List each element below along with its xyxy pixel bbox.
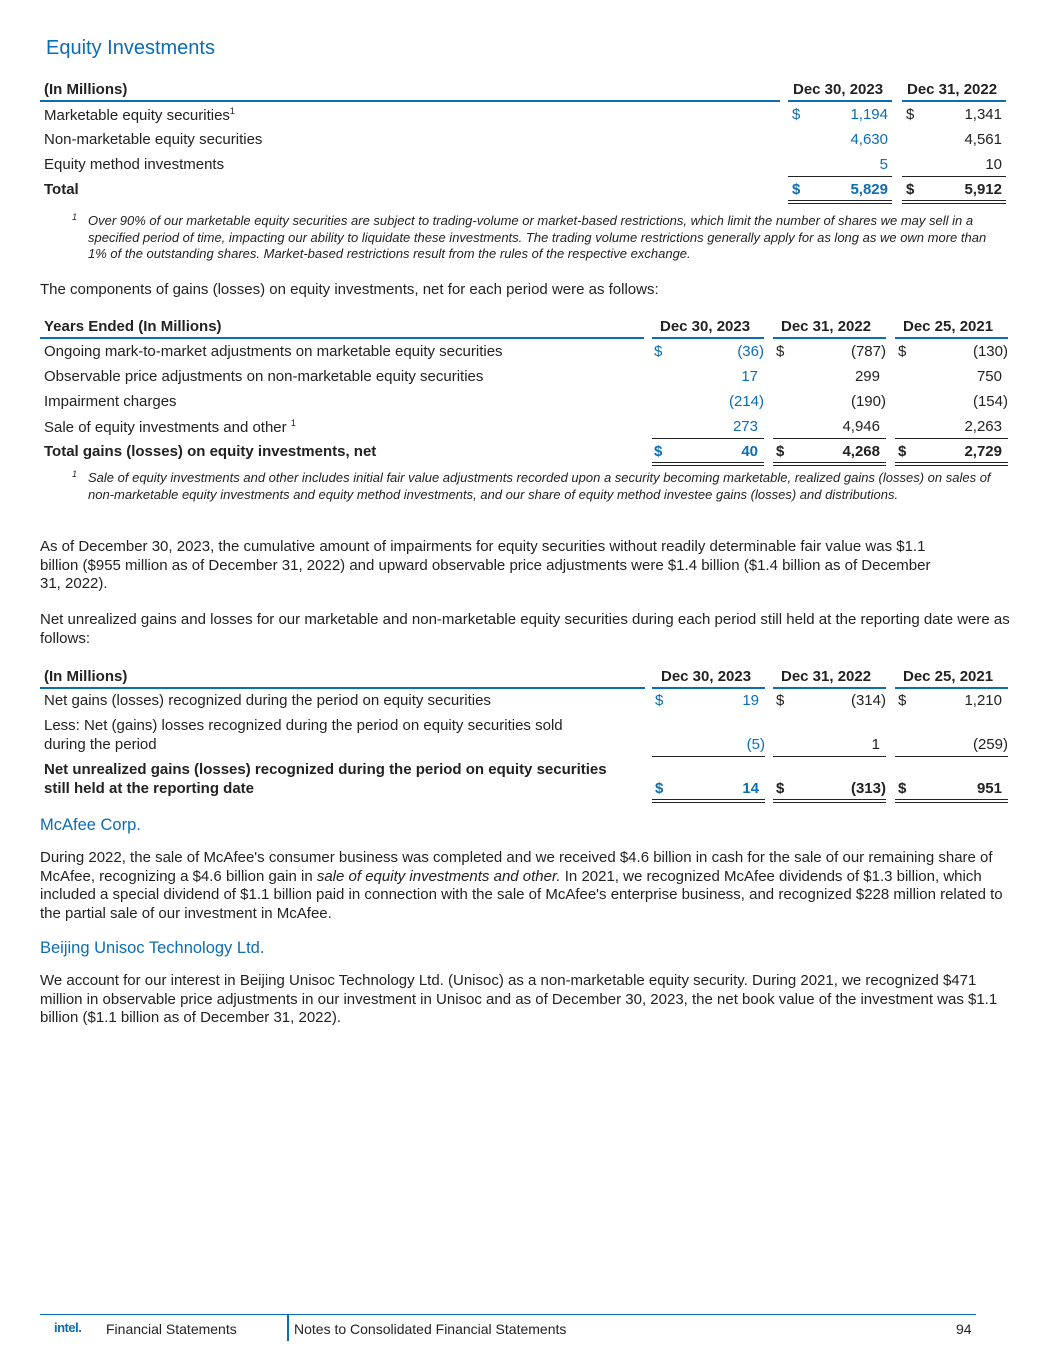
dollar-sign: $ bbox=[906, 106, 915, 123]
mcafee-paragraph: During 2022, the sale of McAfee's consumer business was completed and we received $4.6 billion in cash for the sale of our remaining share of McAfee, recognizing a $4.6 billion gain in sale of equity investments and other. In 2021, we recognized McAfee dividends of $1.3 billion, which included a special dividend of $1.1 billion paid in connection with the sale of McAfee's enterprise business, and recognized $228 million related to the partial sale of our investment in McAfee. bbox=[40, 849, 1003, 922]
cell-value: (259) bbox=[972, 736, 1008, 753]
total-value: (313) bbox=[850, 780, 886, 797]
row-label: Sale of equity investments and other bbox=[44, 419, 287, 436]
total-value: 2,729 bbox=[964, 443, 1002, 460]
dollar-sign: $ bbox=[776, 443, 785, 460]
table2-header-col3: Dec 25, 2021 bbox=[903, 318, 994, 335]
cell-value: 17 bbox=[741, 368, 758, 385]
total-value: 14 bbox=[742, 780, 759, 797]
cell-value: 1 bbox=[871, 736, 880, 753]
page-number: 94 bbox=[956, 1321, 972, 1337]
total-row-label: Net unrealized gains (losses) recognized during the period on equity securities bbox=[44, 761, 607, 778]
cell-value: 1,194 bbox=[850, 106, 888, 123]
table-row: Ongoing mark-to-market adjustments on marketable equity securities bbox=[44, 343, 503, 360]
dollar-sign: $ bbox=[898, 692, 907, 709]
cell-value: (36) bbox=[737, 343, 764, 360]
table2-header-col1: Dec 30, 2023 bbox=[660, 318, 751, 335]
table-row: Net gains (losses) recognized during the period on equity securities bbox=[44, 692, 491, 709]
table1-header-label: (In Millions) bbox=[44, 81, 128, 98]
cell-value: 750 bbox=[976, 368, 1002, 385]
cell-value: (154) bbox=[972, 393, 1008, 410]
total-value: 4,268 bbox=[842, 443, 880, 460]
cell-value: 4,946 bbox=[842, 418, 880, 435]
cell-value: 4,630 bbox=[850, 131, 888, 148]
table2-footnote: Sale of equity investments and other includes initial fair value adjustments recorded upon a security becoming marketable, realized gains (losses) on sales of non-marketable equity investments and equity method investments, and our share of equity method investee gains (losses) and distributions. bbox=[88, 470, 991, 502]
dollar-sign: $ bbox=[792, 181, 801, 198]
cell-value: (787) bbox=[850, 343, 886, 360]
cell-value: (314) bbox=[850, 692, 886, 709]
table1-footnote: Over 90% of our marketable equity securities are subject to trading-volume or market-based restrictions, which limit the number of shares we may sell in a specified period of time, impacting our ability to liquidate these investments. The trading volume restrictions generally apply for as long as we own more than 1% of the outstanding shares. Market-based restrictions result from the rules of the respective exchange. bbox=[88, 213, 987, 261]
table-row bbox=[44, 418, 296, 436]
cell-value: 1,341 bbox=[964, 106, 1002, 123]
dollar-sign: $ bbox=[776, 780, 785, 797]
footnote-marker: 1 bbox=[229, 106, 235, 116]
cell-value: 273 bbox=[732, 418, 758, 435]
dollar-sign: $ bbox=[655, 780, 664, 797]
table3-header-col2: Dec 31, 2022 bbox=[781, 668, 872, 685]
total-value: 951 bbox=[976, 780, 1002, 797]
total-row-label: Total gains (losses) on equity investments, net bbox=[44, 443, 377, 460]
dollar-sign: $ bbox=[898, 343, 907, 360]
cell-value: 2,263 bbox=[964, 418, 1002, 435]
intro-paragraph-2: The components of gains (losses) on equity investments, net for each period were as follows: bbox=[40, 281, 659, 298]
cell-value: 1,210 bbox=[964, 692, 1002, 709]
footer-section-link[interactable]: Financial Statements bbox=[106, 1321, 237, 1337]
dollar-sign: $ bbox=[654, 443, 663, 460]
dollar-sign: $ bbox=[655, 692, 664, 709]
dollar-sign: $ bbox=[792, 106, 801, 123]
footnote-number: 1 bbox=[72, 469, 78, 479]
total-row-label: Total bbox=[44, 181, 79, 198]
cell-value: 299 bbox=[854, 368, 880, 385]
table1-header-col2: Dec 31, 2022 bbox=[907, 81, 998, 98]
dollar-sign: $ bbox=[898, 443, 907, 460]
dollar-sign: $ bbox=[654, 343, 663, 360]
cell-value: (214) bbox=[728, 393, 764, 410]
intel-logo: intel. bbox=[54, 1320, 82, 1335]
unisoc-paragraph: We account for our interest in Beijing Unisoc Technology Ltd. (Unisoc) as a non-marketable equity security. During 2021, we recognized $471 million in observable price adjustments in our investment in Unisoc and as of December 30, 2023, the net book value of the investment was $1.1 billion ($1.1 billion as of December 31, 2022). bbox=[40, 972, 998, 1026]
dollar-sign: $ bbox=[776, 692, 785, 709]
unisoc-heading: Beijing Unisoc Technology Ltd. bbox=[40, 939, 265, 957]
table2-header-label: Years Ended (In Millions) bbox=[44, 318, 222, 335]
table-row: Non-marketable equity securities bbox=[44, 131, 263, 148]
cell-value: 4,561 bbox=[964, 131, 1002, 148]
cell-value: 5 bbox=[879, 156, 888, 173]
section-title: Equity Investments bbox=[46, 37, 215, 59]
cell-value: 19 bbox=[742, 692, 759, 709]
table-row-continued: during the period bbox=[44, 736, 157, 753]
dollar-sign: $ bbox=[776, 343, 785, 360]
cell-value: (5) bbox=[746, 736, 765, 753]
dollar-sign: $ bbox=[898, 780, 907, 797]
cell-value: (190) bbox=[850, 393, 886, 410]
table-row: Observable price adjustments on non-marketable equity securities bbox=[44, 368, 484, 385]
cell-value: 10 bbox=[985, 156, 1002, 173]
table2-header-col2: Dec 31, 2022 bbox=[781, 318, 872, 335]
total-value: 40 bbox=[741, 443, 758, 460]
table1-header-col1: Dec 30, 2023 bbox=[793, 81, 884, 98]
table-row: Impairment charges bbox=[44, 393, 177, 410]
footnote-number: 1 bbox=[72, 212, 78, 222]
table-row: Equity method investments bbox=[44, 156, 225, 173]
total-value: 5,829 bbox=[850, 181, 888, 198]
dollar-sign: $ bbox=[906, 181, 915, 198]
mcafee-heading: McAfee Corp. bbox=[40, 816, 141, 834]
total-row-label-continued: still held at the reporting date bbox=[44, 780, 255, 797]
cell-value: (130) bbox=[972, 343, 1008, 360]
table-row bbox=[44, 106, 235, 124]
table3-header-col3: Dec 25, 2021 bbox=[903, 668, 994, 685]
footnote-marker: 1 bbox=[290, 418, 296, 428]
impairments-paragraph: As of December 30, 2023, the cumulative amount of impairments for equity securities without readily determinable fair value was $1.1 billion ($955 million as of December 31, 2022) and upward observable price adjustments were $1.4 billion ($1.4 billion as of December 31, 2022). bbox=[40, 538, 931, 592]
table3-header-col1: Dec 30, 2023 bbox=[661, 668, 752, 685]
table-row: Less: Net (gains) losses recognized during the period on equity securities sold bbox=[44, 717, 563, 734]
footer-subsection-link[interactable]: Notes to Consolidated Financial Statements bbox=[294, 1321, 567, 1337]
table3-header-label: (In Millions) bbox=[44, 668, 128, 685]
unrealized-intro-paragraph: Net unrealized gains and losses for our marketable and non-marketable equity securities during each period still held at the reporting date were as follows: bbox=[40, 611, 1010, 647]
row-label: Marketable equity securities bbox=[44, 107, 230, 124]
total-value: 5,912 bbox=[964, 181, 1002, 198]
